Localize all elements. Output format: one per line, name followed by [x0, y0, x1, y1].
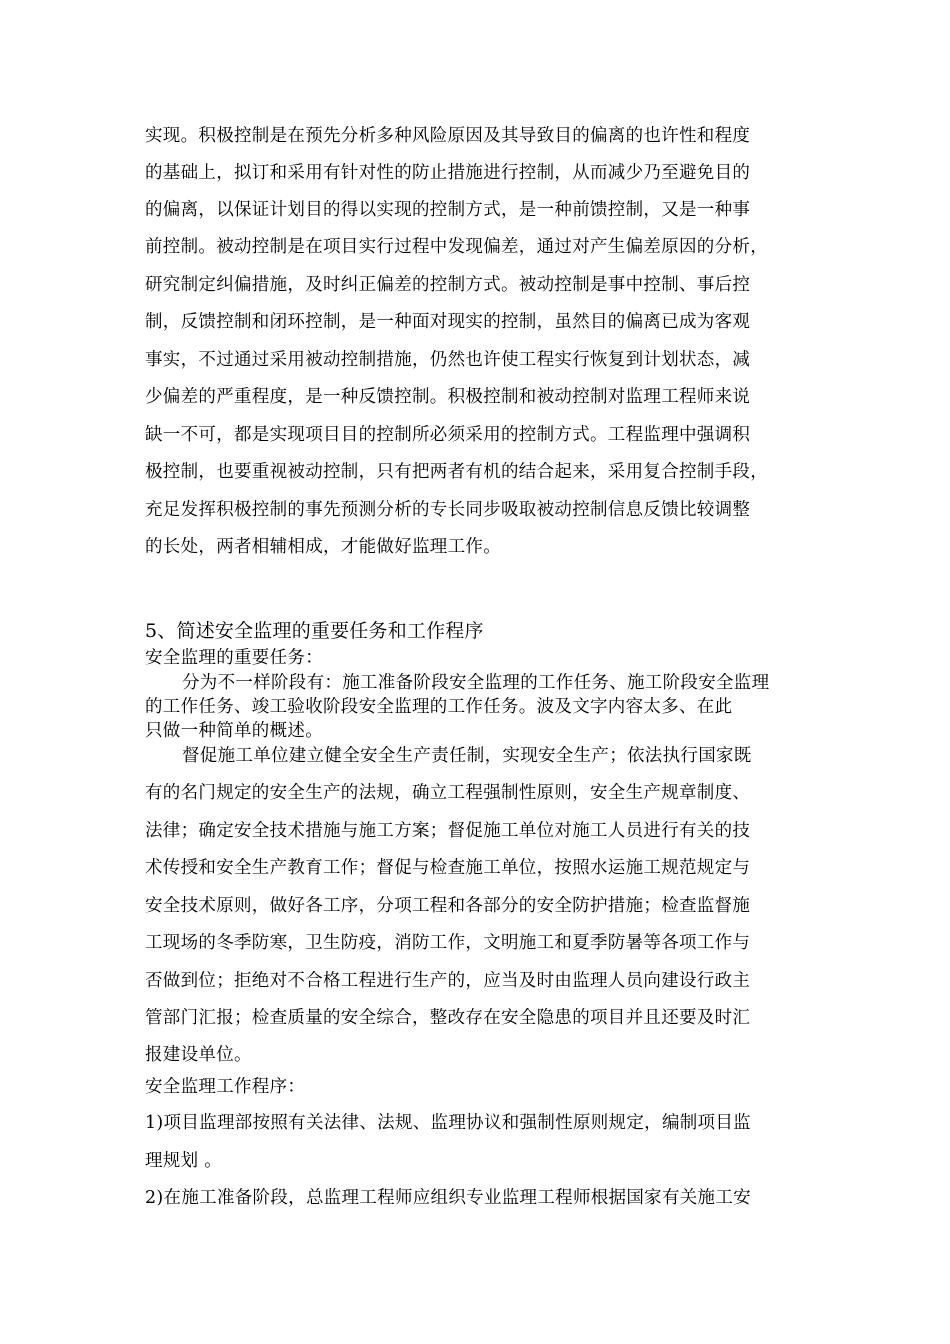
text-line: 实现。积极控制是在预先分析多种风险原因及其导致目的偏离的也许性和程度 [145, 126, 751, 146]
text-line: 制，反馈控制和闭环控制，是一种面对现实的控制，虽然目的偏离已成为客观 [145, 312, 751, 332]
list-item: 理规划 。 [145, 1151, 223, 1171]
text-line: 的基础上，拟订和采用有针对性的防止措施进行控制，从而减少乃至避免目的 [145, 163, 751, 183]
text-line: 的长处，两者相辅相成，才能做好监理工作。 [145, 537, 501, 557]
text-line: 工现场的冬季防寒，卫生防疫，消防工作，文明施工和夏季防暑等各项工作与 [145, 933, 751, 953]
text-line: 报建设单位。 [145, 1045, 252, 1065]
list-item: 2)在施工准备阶段，总监理工程师应组织专业监理工程师根据国家有关施工安 [145, 1188, 751, 1208]
text-line: 督促施工单位建立健全安全生产责任制，实现安全生产；依法执行国家既 [182, 746, 752, 766]
text-line: 只做一种简单的概述。 [145, 721, 323, 741]
text-line: 极控制，也要重视被动控制，只有把两者有机的结合起来，采用复合控制手段， [145, 462, 768, 482]
subheading-procedure: 安全监理工作程序： [145, 1077, 306, 1097]
text-line: 的工作任务、竣工验收阶段安全监理的工作任务。波及文字内容太多、在此 [145, 697, 733, 717]
section-heading: 5、简述安全监理的重要任务和工作程序 [145, 620, 484, 642]
text-line: 的偏离，以保证计划目的得以实现的控制方式，是一种前馈控制，又是一种事 [145, 200, 751, 220]
text-line: 缺一不可，都是实现项目目的控制所必须采用的控制方式。工程监理中强调积 [145, 425, 751, 445]
text-line: 少偏差的严重程度，是一种反馈控制。积极控制和被动控制对监理工程师来说 [145, 387, 751, 407]
text-line: 安全技术原则，做好各工序，分项工程和各部分的安全防护措施；检查监督施 [145, 896, 751, 916]
text-line: 有的名门规定的安全生产的法规，确立工程强制性原则，安全生产规章制度、 [145, 783, 751, 803]
text-line: 分为不一样阶段有：施工准备阶段安全监理的工作任务、施工阶段安全监理 [182, 673, 770, 693]
text-line: 否做到位；拒绝对不合格工程进行生产的，应当及时由监理人员向建设行政主 [145, 971, 751, 991]
text-line: 前控制。被动控制是在项目实行过程中发现偏差，通过对产生偏差原因的分析， [145, 237, 768, 257]
text-line: 术传授和安全生产教育工作；督促与检查施工单位，按照水运施工规范规定与 [145, 858, 751, 878]
text-line: 法律；确定安全技术措施与施工方案；督促施工单位对施工人员进行有关的技 [145, 821, 751, 841]
subheading-tasks: 安全监理的重要任务： [145, 648, 323, 668]
text-line: 充足发挥积极控制的事先预测分析的专长同步吸取被动控制信息反馈比较调整 [145, 500, 751, 520]
list-item: 1)项目监理部按照有关法律、法规、监理协议和强制性原则规定，编制项目监 [145, 1113, 751, 1133]
text-line: 管部门汇报；检查质量的安全综合，整改存在安全隐患的项目并且还要及时汇 [145, 1008, 751, 1028]
text-line: 研究制定纠偏措施，及时纠正偏差的控制方式。被动控制是事中控制、事后控 [145, 275, 751, 295]
text-line: 事实，不过通过采用被动控制措施，仍然也许使工程实行恢复到计划状态，减 [145, 350, 751, 370]
